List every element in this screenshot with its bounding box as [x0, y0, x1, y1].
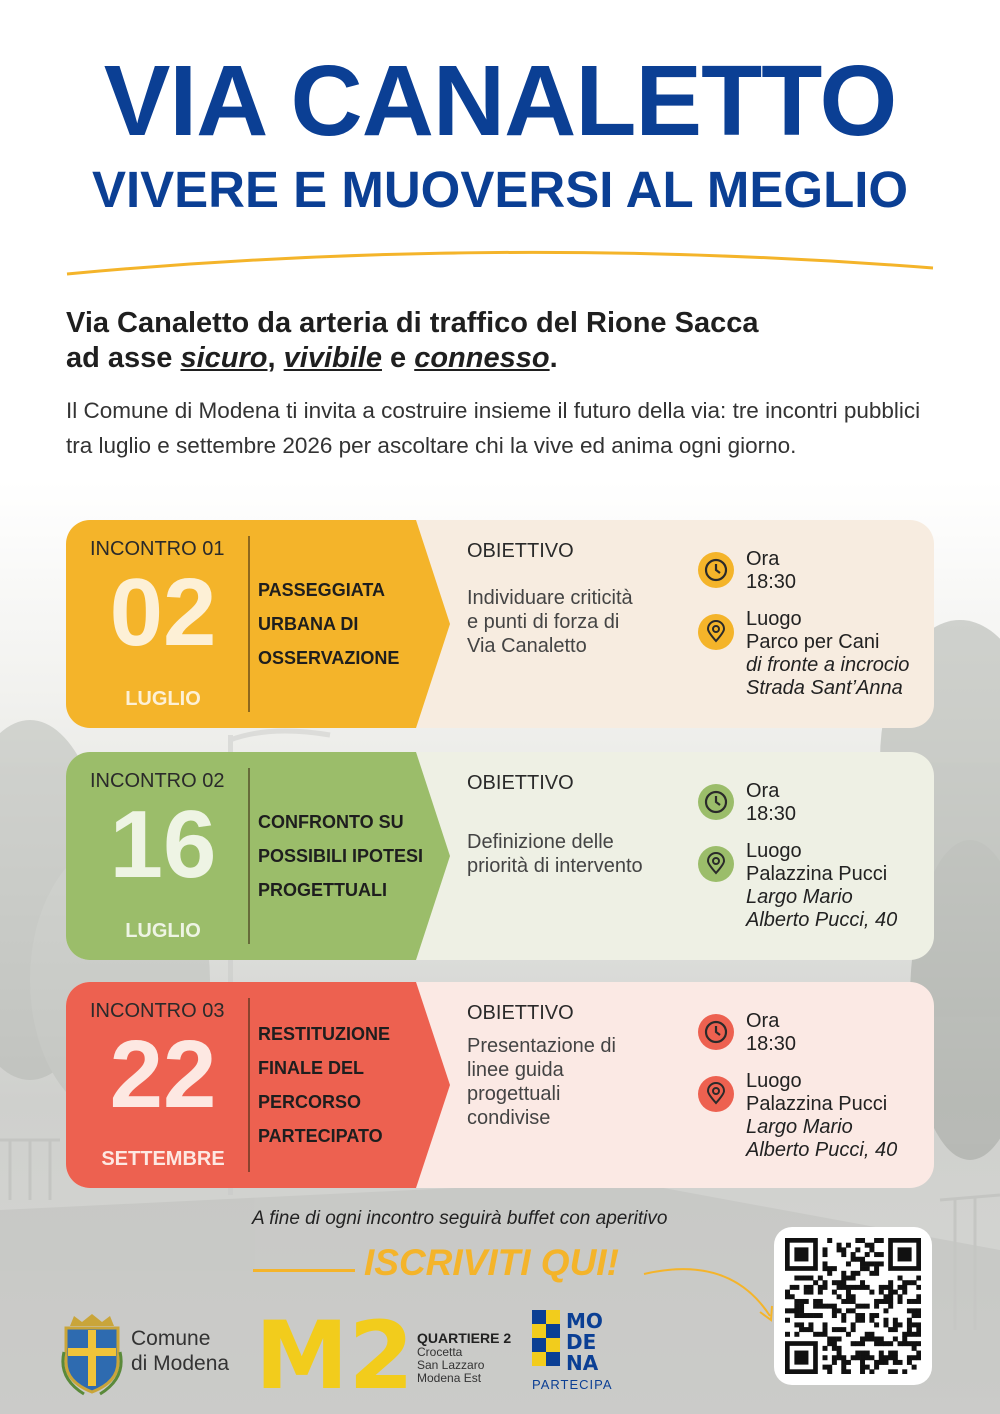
place-detail: Largo Mario Alberto Pucci, 40 [746, 886, 898, 931]
lead-line-2: ad asse sicuro, vivibile e connesso. [66, 342, 558, 374]
intro-paragraph: Il Comune di Modena ti invita a costruire insieme il futuro della via: tre incontri pubblici tra luglio e settembre 2026 per ascoltare chi la vive ed anima ogni giorno. [66, 398, 921, 458]
location-pin-icon [698, 1076, 734, 1112]
svg-text:NA: NA [566, 1351, 599, 1375]
buffet-note: A fine di ogni incontro seguirà buffet con aperitivo [252, 1208, 668, 1229]
qr-code-icon [785, 1238, 921, 1374]
lead-keyword-vivibile: vivibile [283, 342, 382, 374]
meeting-label: INCONTRO 03 [90, 1000, 225, 1022]
meeting-day: 02 [109, 559, 217, 666]
quartiere-title: QUARTIERE 2 [417, 1330, 512, 1346]
time-value: 18:30 [746, 803, 797, 825]
svg-text:DE: DE [566, 1330, 597, 1354]
lead-keyword-connesso: connesso [414, 342, 550, 374]
time-value: 18:30 [746, 571, 797, 593]
meeting-label: INCONTRO 02 [90, 770, 225, 792]
meeting-month: LUGLIO [125, 920, 201, 942]
place-detail: Largo Mario Alberto Pucci, 40 [746, 1116, 898, 1161]
meeting-title: RESTITUZIONE FINALE DEL PERCORSO PARTECIPATO [258, 1024, 391, 1146]
arrow-icon [640, 1254, 780, 1334]
place-name: Parco per Cani [746, 631, 880, 653]
time-label: Ora [746, 780, 780, 802]
place-detail: di fronte a incrocio Strada Sant’Anna [746, 654, 910, 699]
time-label: Ora [746, 548, 780, 570]
objective-text: Individuare criticità e punti di forza di Via Canaletto [467, 587, 633, 657]
clock-icon [698, 1014, 734, 1050]
quartiere-areas: Crocetta San Lazzaro Modena Est [417, 1345, 485, 1385]
meeting-card-2 [66, 752, 934, 960]
meeting-card-3 [66, 982, 934, 1188]
place-label: Luogo [746, 608, 802, 630]
meeting-day: 16 [109, 791, 217, 898]
comune-di-modena-crest-icon [60, 1312, 124, 1396]
meeting-label: INCONTRO 01 [90, 538, 225, 560]
time-label: Ora [746, 1010, 780, 1032]
m2-logo [255, 1308, 415, 1392]
location-pin-icon [698, 846, 734, 882]
page-subtitle: VIVERE E MUOVERSI AL MEGLIO [91, 161, 909, 218]
meeting-title: CONFRONTO SU POSSIBILI IPOTESI PROGETTUALI [258, 812, 424, 900]
meeting-divider [248, 768, 250, 944]
meeting-day: 22 [109, 1021, 217, 1128]
clock-icon [698, 552, 734, 588]
objective-text: Presentazione di linee guida progettuali condivise [467, 1035, 616, 1129]
objective-heading: OBIETTIVO [467, 540, 574, 562]
decorative-swoosh [65, 238, 935, 278]
svg-text:MO: MO [566, 1309, 603, 1333]
place-name: Palazzina Pucci [746, 863, 888, 885]
lead-keyword-sicuro: sicuro [180, 342, 268, 374]
objective-heading: OBIETTIVO [467, 1002, 574, 1024]
svg-text:M2: M2 [255, 1308, 414, 1392]
location-pin-icon [698, 614, 734, 650]
partecipa-label: PARTECIPA [532, 1377, 613, 1392]
place-name: Palazzina Pucci [746, 1093, 888, 1115]
meeting-card-1 [66, 520, 934, 728]
lead-text [66, 306, 926, 376]
time-value: 18:30 [746, 1033, 797, 1055]
cta-line [253, 1269, 355, 1272]
qr-code[interactable] [774, 1227, 932, 1385]
comune-name: Comune di Modena [131, 1327, 230, 1375]
clock-icon [698, 784, 734, 820]
meeting-month: LUGLIO [125, 688, 201, 710]
meeting-divider [248, 536, 250, 712]
place-label: Luogo [746, 840, 802, 862]
objective-text: Definizione delle priorità di intervento [467, 831, 643, 877]
meeting-divider [248, 998, 250, 1172]
place-label: Luogo [746, 1070, 802, 1092]
meeting-month: SETTEMBRE [101, 1148, 225, 1170]
page-title: VIA CANALETTO [103, 45, 897, 157]
modena-partecipa-logo [530, 1308, 622, 1378]
signup-cta[interactable]: ISCRIVITI QUI! [364, 1242, 619, 1283]
lead-line-1: Via Canaletto da arteria di traffico del Rione Sacca [66, 307, 759, 339]
meeting-title: PASSEGGIATA URBANA DI OSSERVAZIONE [258, 580, 400, 668]
objective-heading: OBIETTIVO [467, 772, 574, 794]
